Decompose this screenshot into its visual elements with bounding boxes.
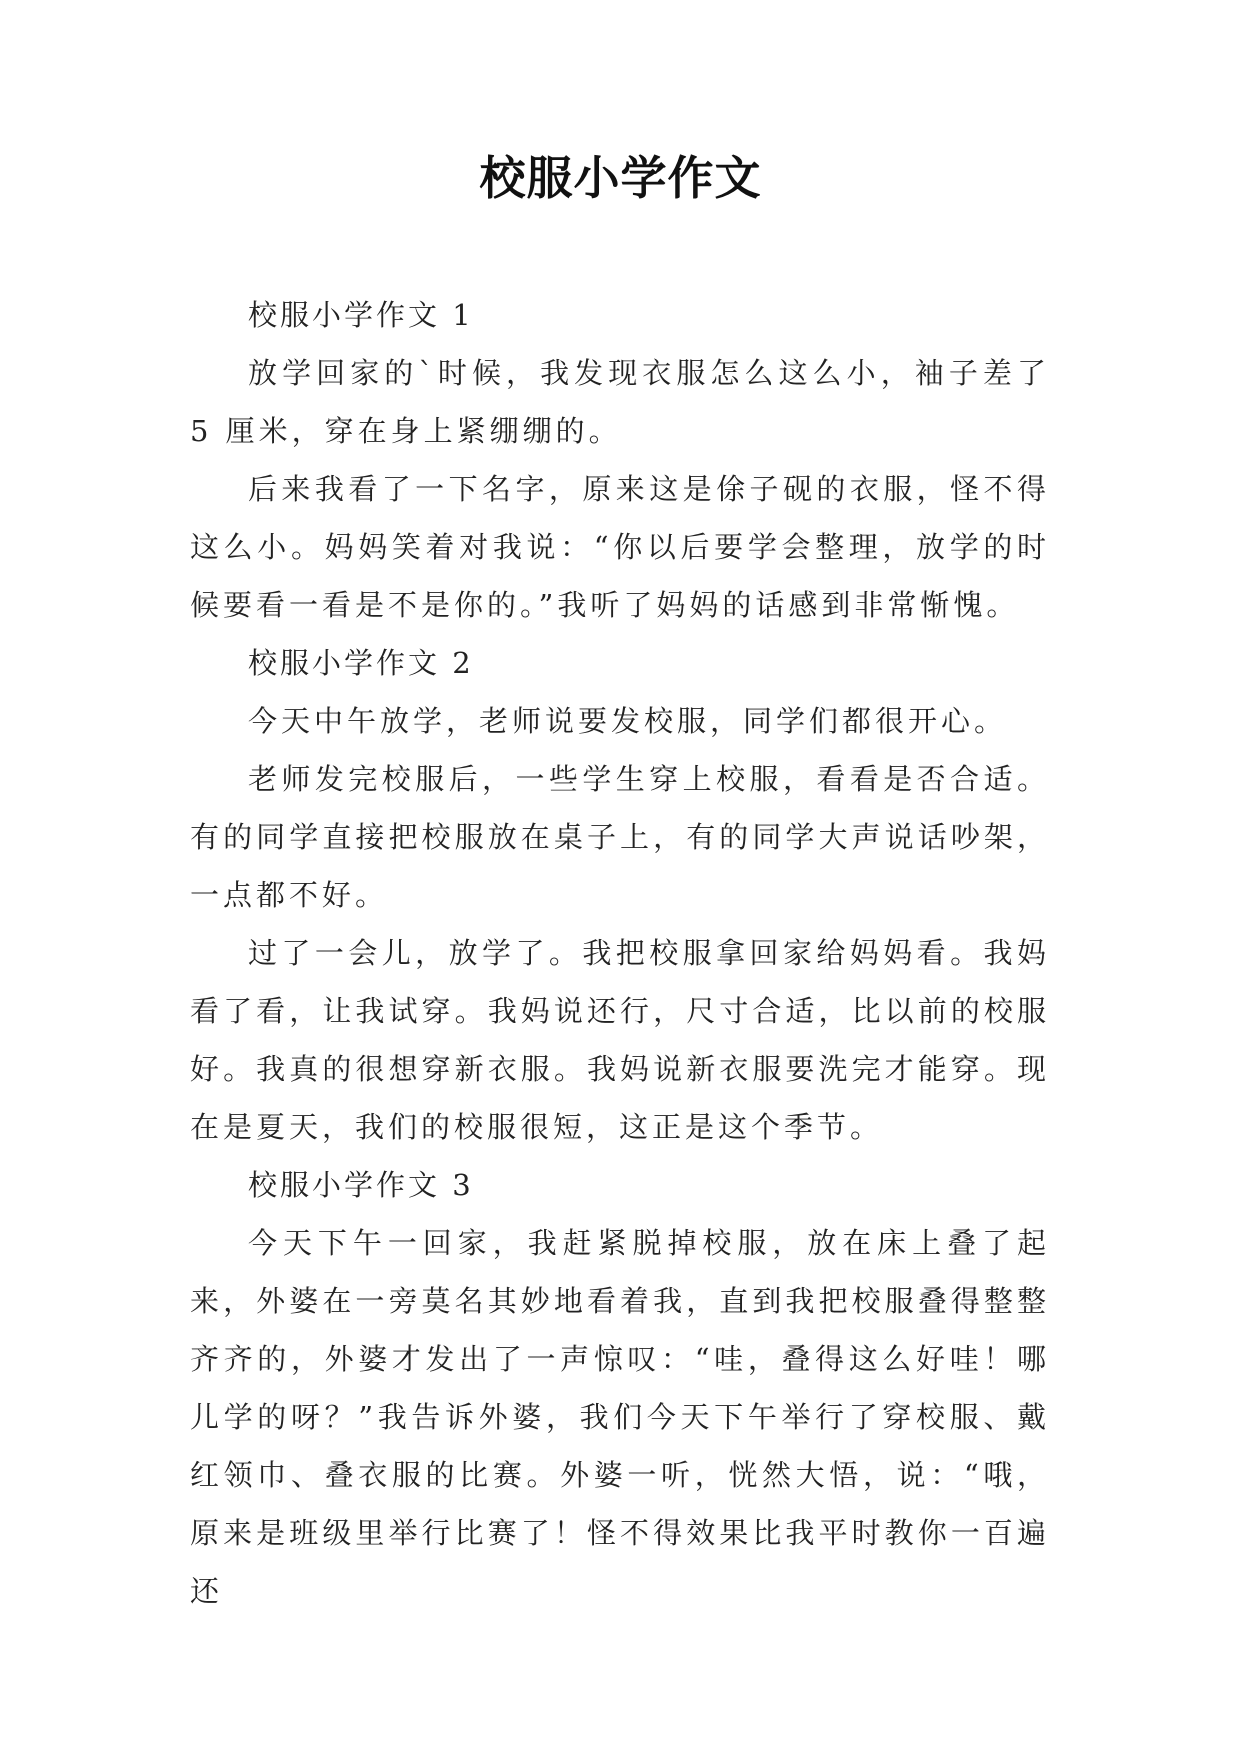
- body-paragraph: 今天中午放学，老师说要发校服，同学们都很开心。: [248, 704, 1008, 738]
- body-paragraph: 放学回家的`时候，我发现衣服怎么这么小，袖子差了 5 厘米，穿在身上紧绷绷的。: [190, 356, 1050, 448]
- body-paragraph: 今天下午一回家，我赶紧脱掉校服，放在床上叠了起来，外婆在一旁莫名其妙地看着我，直到我把校服叠得整整齐齐的，外婆才发出了一声惊叹：“哇，叠得这么好哇！哪儿学的呀？”我告诉外婆，我们今天下午举行了穿校服、戴红领巾、叠衣服的比赛。外婆一听，恍然大悟，说：“哦，原来是班级里举行比赛了！怪不得效果比我平时教你一百遍还: [190, 1226, 1050, 1608]
- essay-heading-1: 校服小学作文 1: [248, 298, 474, 332]
- document-body: [190, 286, 1050, 1620]
- document-title: 校服小学作文: [479, 151, 762, 205]
- body-paragraph: 后来我看了一下名字，原来这是俆子砚的衣服，怪不得这么小。妈妈笑着对我说：“你以后要学会整理，放学的时候要看一看是不是你的。”我听了妈妈的话感到非常惭愧。: [190, 472, 1050, 622]
- body-paragraph: 过了一会儿，放学了。我把校服拿回家给妈妈看。我妈看了看，让我试穿。我妈说还行，尺寸合适，比以前的校服好。我真的很想穿新衣服。我妈说新衣服要洗完才能穿。现在是夏天，我们的校服很短，这正是这个季节。: [190, 936, 1050, 1144]
- essay-heading-3: 校服小学作文 3: [248, 1168, 474, 1202]
- body-paragraph: 老师发完校服后，一些学生穿上校服，看看是否合适。有的同学直接把校服放在桌子上，有的同学大声说话吵架，一点都不好。: [190, 762, 1050, 912]
- essay-heading-2: 校服小学作文 2: [248, 646, 474, 680]
